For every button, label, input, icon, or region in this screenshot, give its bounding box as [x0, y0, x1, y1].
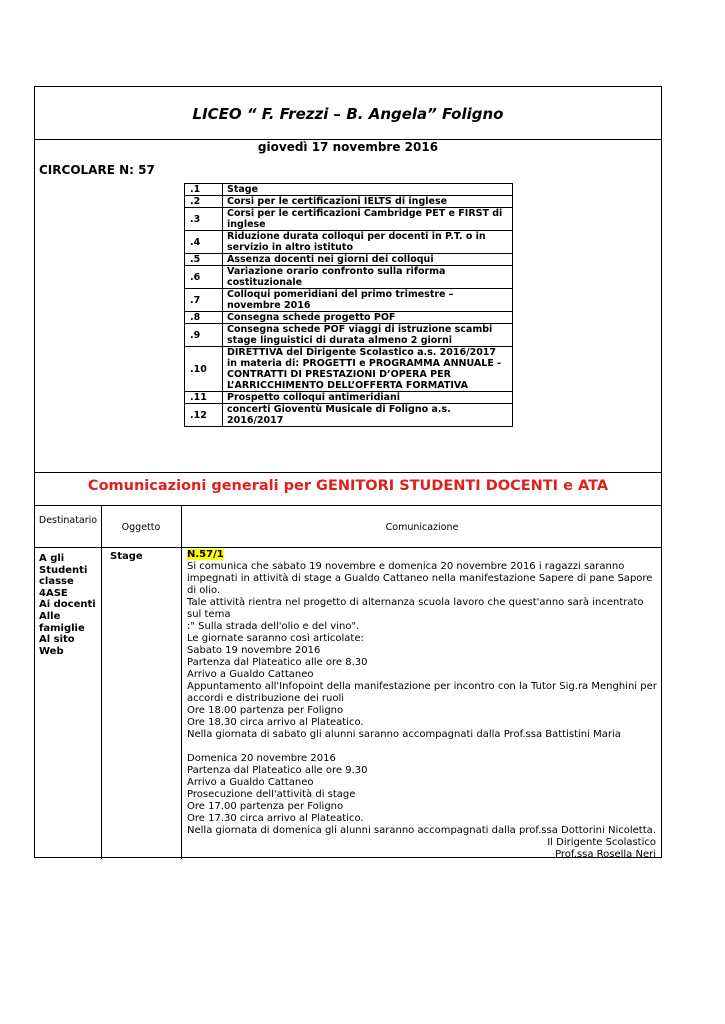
communication-line: Prosecuzione dell'attività di stage [187, 789, 356, 800]
index-table [184, 183, 513, 427]
communication-line: Tale attività rientra nel progetto di alternanza scuola lavoro che quest'anno sarà incentrato sul tema [187, 597, 647, 620]
divider [35, 547, 661, 548]
communication-line: Arrivo a Gualdo Cattaneo [187, 777, 314, 788]
column-divider [101, 505, 102, 859]
index-topic: concerti Gioventù Musicale di Foligno a.s. 2016/2017 [223, 404, 513, 427]
communication-line: Sabato 19 novembre 2016 [187, 645, 321, 656]
index-number: .8 [185, 312, 223, 324]
communication-line: :" Sulla strada dell'olio e del vino". [187, 621, 360, 632]
index-row [185, 208, 513, 231]
communication-line: Ore 18.30 circa arrivo al Plateatico. [187, 717, 364, 728]
communication-line: Le giornate saranno così articolate: [187, 633, 364, 644]
divider [35, 505, 661, 506]
signature-role: Il Dirigente Scolastico [547, 837, 656, 848]
index-topic: Assenza docenti nei giorni dei colloqui [223, 254, 513, 266]
communication-line: Ore 17.30 circa arrivo al Plateatico. [187, 813, 364, 824]
index-number: .4 [185, 231, 223, 254]
communication-line: Si comunica che sabato 19 novembre e domenica 20 novembre 2016 i ragazzi saranno impegnati in attività di stage a Gualdo Cattaneo nella manifestazione Sapere di pane Sapore di olio. [187, 561, 656, 596]
index-topic: DIRETTIVA del Dirigente Scolastico a.s. 2016/2017 in materia di: PROGETTI e PROGRAMMA ANNUALE - CONTRATTI DI PRESTAZIONI D’OPERA PER L’ARRICCHIMENTO DELL’OFFERTA FORMATIVA [223, 347, 513, 392]
index-number: .6 [185, 266, 223, 289]
communication-line [187, 741, 659, 753]
index-number: .1 [185, 184, 223, 196]
communication-line: Partenza dal Plateatico alle ore 8.30 [187, 657, 368, 668]
index-row [185, 266, 513, 289]
index-topic: Variazione orario confronto sulla riforma costituzionale [223, 266, 513, 289]
recipient: Web [39, 645, 64, 657]
index-topic: Prospetto colloqui antimeridiani [223, 392, 513, 404]
index-topic: Consegna schede POF viaggi di istruzione scambi stage linguistici di durata almeno 2 giorni [223, 324, 513, 347]
index-number: .3 [185, 208, 223, 231]
communication-line: Nella giornata di domenica gli alunni saranno accompagnati dalla prof.ssa Dottorini Nicoletta. [187, 825, 656, 836]
recipient: 4ASE [39, 587, 68, 599]
index-number: .12 [185, 404, 223, 427]
recipients-list [39, 553, 96, 657]
recipient: Ai docenti [39, 599, 96, 611]
recipient: A gli [39, 553, 65, 564]
school-title: LICEO “ F. Frezzi – B. Angela” Foligno [192, 105, 504, 123]
recipient: Al sito [39, 634, 75, 646]
communication-line: Domenica 20 novembre 2016 [187, 753, 336, 764]
index-row [185, 184, 513, 196]
index-topic: Colloqui pomeridiani del primo trimestre – novembre 2016 [223, 289, 513, 312]
index-row [185, 312, 513, 324]
index-number: .5 [185, 254, 223, 266]
recipient: classe [39, 576, 74, 588]
index-topic: Consegna schede progetto POF [223, 312, 513, 324]
index-row [185, 254, 513, 266]
row-subject: Stage [110, 551, 143, 562]
circular-date: giovedì 17 novembre 2016 [257, 140, 439, 154]
section-title: Comunicazioni generali per GENITORI STUDENTI DOCENTI e ATA [87, 478, 609, 494]
communication-body [187, 549, 659, 861]
recipient: Studenti [39, 564, 88, 576]
index-row [185, 404, 513, 427]
communication-line: Nella giornata di sabato gli alunni saranno accompagnati dalla Prof.ssa Battistini Maria [187, 729, 621, 740]
index-topic: Corsi per le certificazioni Cambridge PET e FIRST di inglese [223, 208, 513, 231]
index-row [185, 231, 513, 254]
index-row [185, 392, 513, 404]
communication-line: Appuntamento all'Infopoint della manifestazione per incontro con la Tutor Sig.ra Menghini per accordi e distribuzione dei ruoli [187, 681, 661, 704]
communication-line: Ore 17.00 partenza per Foligno [187, 801, 344, 812]
index-topic: Stage [223, 184, 513, 196]
column-header-destinatario: Destinatario [38, 515, 98, 526]
signature-name: Prof.ssa Rosella Neri [555, 849, 656, 860]
communication-line: Ore 18.00 partenza per Foligno [187, 705, 344, 716]
index-row [185, 289, 513, 312]
index-number: .9 [185, 324, 223, 347]
communication-line: Partenza dal Plateatico alle ore 9.30 [187, 765, 368, 776]
communication-line: Arrivo a Gualdo Cattaneo [187, 669, 314, 680]
column-divider [181, 505, 182, 859]
index-topic: Riduzione durata colloqui per docenti in P.T. o in servizio in altro istituto [223, 231, 513, 254]
column-header-comunicazione: Comunicazione [385, 522, 459, 533]
index-row [185, 347, 513, 392]
recipient: famiglie [39, 622, 85, 634]
index-number: .11 [185, 392, 223, 404]
circular-number: CIRCOLARE N: 57 [39, 163, 155, 177]
document-frame [34, 86, 662, 858]
recipient: Alle [39, 610, 61, 622]
index-row [185, 324, 513, 347]
index-number: .7 [185, 289, 223, 312]
column-header-oggetto: Oggetto [121, 522, 161, 533]
index-number: .2 [185, 196, 223, 208]
index-row [185, 196, 513, 208]
divider [35, 472, 661, 473]
index-topic: Corsi per le certificazioni IELTS di inglese [223, 196, 513, 208]
index-number: .10 [185, 347, 223, 392]
reference-number: N.57/1 [187, 549, 224, 560]
